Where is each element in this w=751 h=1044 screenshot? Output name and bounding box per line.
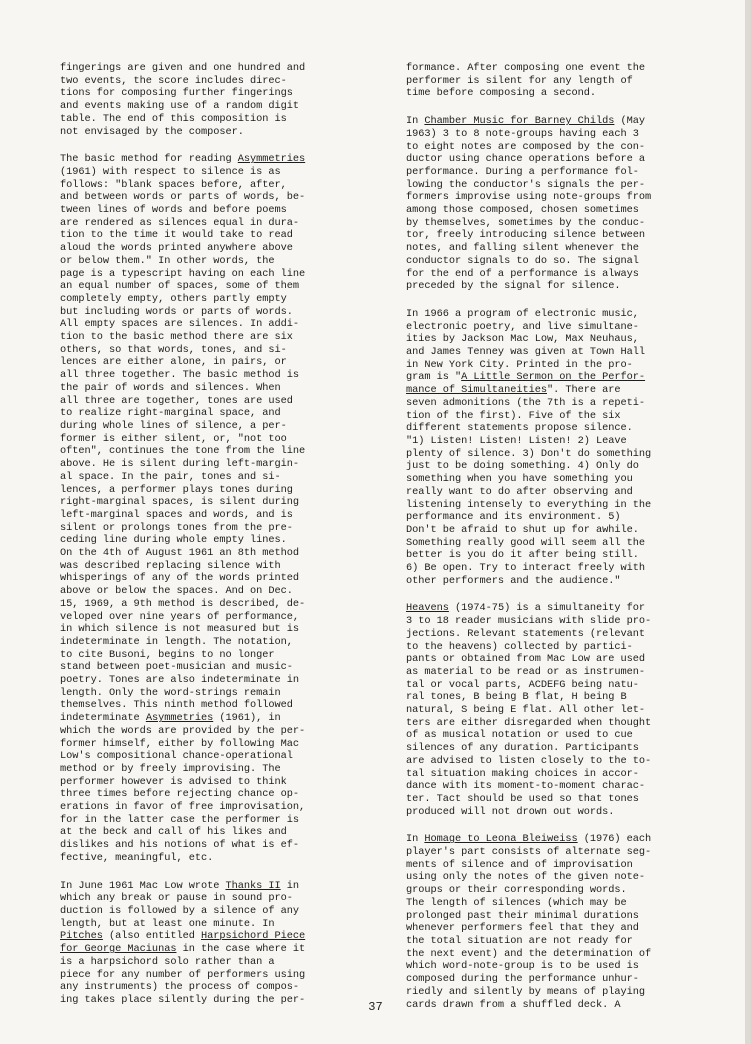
- paragraph: In June 1961 Mac Low wrote Thanks II in which any break or pause in sound pro- duction is followed by a silence of any length, but at least one minute. In Pitches (also entitled Harpsichord Piece for George Maciunas in the case where it is a harpsichord solo rather than a piece for any number of performers using any instruments) the process of compos- ing takes place silently during the per-: [60, 879, 306, 1006]
- right-column: [406, 62, 681, 1026]
- page-number: 37: [368, 1000, 383, 1014]
- paragraph: In Chamber Music for Barney Childs (May 1963) 3 to 8 note-groups having each 3 to eight notes are composed by the con- ductor using chance operations before a performance. During a performance fol- lowing the conductor's signals the per- formers improvise using note-groups from among those composed, chosen sometimes by themselves, sometimes by the conduc- tor, freely introducing silence between notes, and falling silent whenever the conductor signals to do so. The signal for the end of a performance is always preceded by the signal for silence.: [406, 115, 652, 293]
- paragraph: formance. After composing one event the performer is silent for any length of time before composing a second.: [406, 62, 646, 100]
- paragraph: Heavens (1974-75) is a simultaneity for 3 to 18 reader musicians with slide pro- jections. Relevant statements (relevant to the heavens) collected by partici- pants or obtained from Mac Low are used as material to be read or as instrumen- tal or vocal parts, ACDEFG being natu- ral tones, B being B flat, H being B natural, S being E flat. All other let- ters are either disregarded when thought of as musical notation or used to cue silences of any duration. Participants are advised to listen closely to the to- tal situation making choices in accor- dance with its moment-to-moment charac- ter. Tact should be used so that tones produced will not drown out words.: [406, 602, 652, 818]
- left-column: [60, 62, 335, 1022]
- paragraph: In 1966 a program of electronic music, electronic poetry, and live simultane- ities by Jackson Mac Low, Max Neuhaus, and James Tenney was given at Town Hall in New York City. Printed in the pro- gram is "A Little Sermon on the Perfor- mance of Simultaneities". There are seven admonitions (the 7th is a repeti- tion of the first). Five of the six different statements propose silence. "1) Listen! Listen! Listen! 2) Leave plenty of silence. 3) Don't do something just to be doing something. 4) Only do something when you have something you really want to do after observing and listening intensely to everything in the performance and its environment. 5) Don't be afraid to shut up for awhile. Something really good will seem all the better is you do it after being still. 6) Be open. Try to interact freely with other performers and the audience.": [406, 307, 652, 587]
- page-edge: [745, 0, 751, 1044]
- paragraph: The basic method for reading Asymmetries (1961) with respect to silence is as follows: "blank spaces before, after, and between words or parts of words, be- tween lines of words and before poems are rendered as silences equal in dura- tion to the time it would take to read aloud the words printed anywhere above or below them." In other words, the page is a typescript having on each line an equal number of spaces, some of them completely empty, others partly empty but including words or parts of words. All empty spaces are silences. In addi- tion to the basic method there are six others, so that words, tones, and si- lences are either alone, in pairs, or all three together. The basic method is the pair of words and silences. When all three are together, tones are used to realize right-marginal space, and during whole lines of silence, a per- former is either silent, or, "not too often", continues the tone from the line above. He is silent during left-margin- al space. In the pair, tones and si- lences, a performer plays tones during right-marginal spaces, is silent during left-marginal spaces and words, and is silent or prolongs tones from the pre- ceding line during whole empty lines. On the 4th of August 1961 an 8th method was described replacing silence with whisperings of any of the words printed above or below the spaces. And on Dec. 15, 1969, a 9th method is described, de- veloped over nine years of performance, in which silence is not measured but is indeterminate in length. The notation, to cite Busoni, begins to no longer stand between poet-musician and music- poetry. Tones are also indeterminate in length. Only the word-strings remain themselves. This ninth method followed indeterminate Asymmetries (1961), in which the words are provided by the per- former himself, either by following Mac Low's compositional chance-operational method or by freely improvising. The performer however is advised to think three times before rejecting chance op- erations in favor of free improvisation, for in the latter case the performer is at the beck and call of his likes and dislikes and his notions of what is ef- fective, meaningful, etc.: [60, 153, 306, 864]
- paragraph: In Homage to Leona Bleiweiss (1976) each player's part consists of alternate seg- ments of silence and of improvisation using only the notes of the given note- groups or their corresponding words. The length of silences (which may be prolonged past their minimal durations whenever performers feel that they and the total situation are not ready for the next event) and the determination of which word-note-group is to be used is composed during the performance unhur- riedly and silently by means of playing cards drawn from a shuffled deck. A: [406, 833, 652, 1011]
- paragraph: fingerings are given and one hundred and two events, the score includes direc- tions for composing further fingerings and events making use of a random digit table. The end of this composition is not envisaged by the composer.: [60, 62, 306, 138]
